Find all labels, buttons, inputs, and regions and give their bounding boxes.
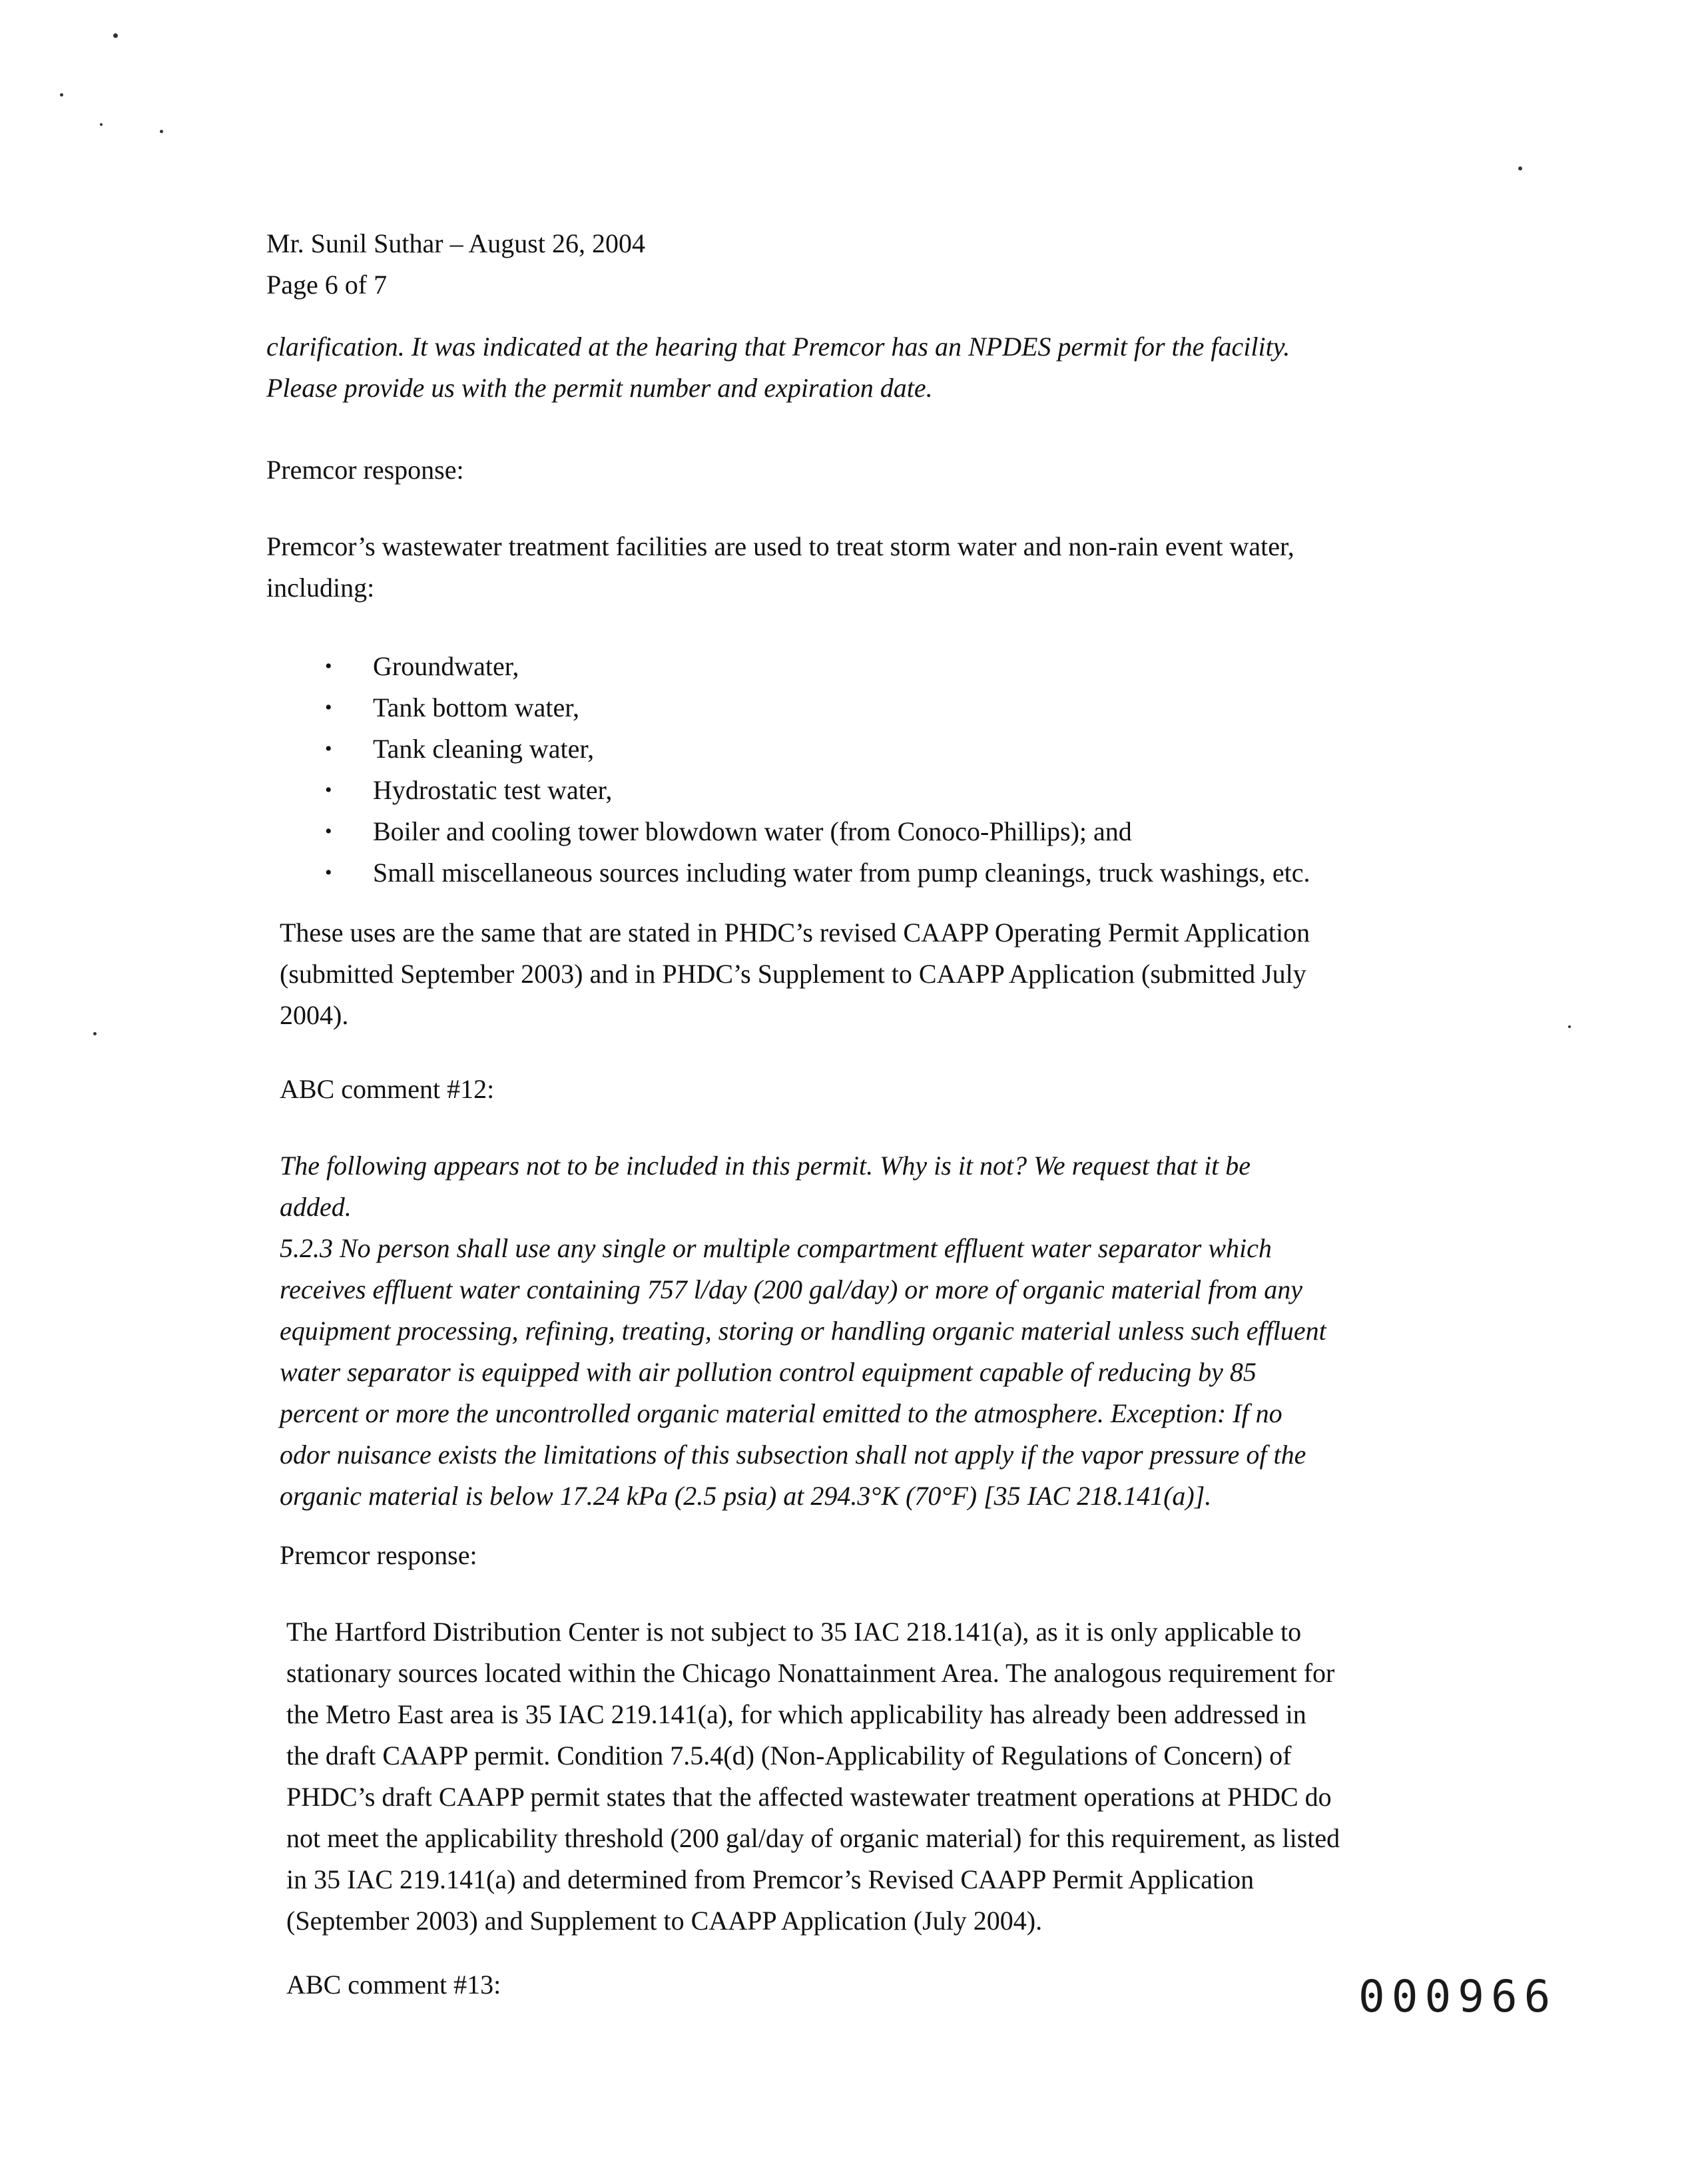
- bullet-icon: •: [325, 779, 332, 801]
- text-line: added.: [280, 1192, 352, 1222]
- text-line: percent or more the uncontrolled organic material emitted to the atmosphere. Exception: If no: [280, 1398, 1282, 1428]
- scan-speck: [160, 130, 163, 133]
- text-line: organic material is below 17.24 kPa (2.5 psia) at 294.3°K (70°F) [35 IAC 218.141(a)].: [280, 1481, 1212, 1511]
- header-recipient-date: Mr. Sunil Suthar – August 26, 2004: [266, 228, 645, 258]
- text-line: the Metro East area is 35 IAC 219.141(a), for which applicability has already been addressed in: [286, 1699, 1306, 1729]
- wastewater-paragraph: [266, 526, 1294, 609]
- scan-speck: [100, 123, 103, 126]
- text-line: The Hartford Distribution Center is not subject to 35 IAC 218.141(a), as it is only applicable to: [286, 1617, 1302, 1647]
- bullet-icon: •: [325, 862, 332, 884]
- abc-comment-12-label: ABC comment #12:: [280, 1074, 495, 1104]
- text-line: The following appears not to be included in this permit. Why is it not? We request that it be: [280, 1151, 1251, 1181]
- text-line: including:: [266, 573, 375, 603]
- text-line: 2004).: [280, 1000, 349, 1030]
- text-line: the draft CAAPP permit. Condition 7.5.4(d) (Non-Applicability of Regulations of Concern) of: [286, 1741, 1292, 1771]
- text-line: PHDC’s draft CAAPP permit states that the affected wastewater treatment operations at PHDC do: [286, 1782, 1332, 1812]
- scan-speck: [113, 33, 118, 38]
- scan-speck: [93, 1032, 97, 1035]
- scan-speck: [60, 93, 63, 97]
- text-line: These uses are the same that are stated in PHDC’s revised CAAPP Operating Permit Application: [280, 918, 1310, 948]
- text-line: odor nuisance exists the limitations of this subsection shall not apply if the vapor pressure of the: [280, 1440, 1306, 1470]
- premcor-response-label: Premcor response:: [266, 455, 464, 485]
- list-item: • Boiler and cooling tower blowdown water (from Conoco-Phillips); and: [320, 811, 1310, 852]
- text-line: clarification. It was indicated at the hearing that Premcor has an NPDES permit for the facility.: [266, 332, 1290, 362]
- bullet-icon: •: [325, 738, 332, 760]
- text-line: equipment processing, refining, treating, storing or handling organic material unless such effluent: [280, 1316, 1326, 1346]
- premcor-response-label: Premcor response:: [280, 1540, 477, 1570]
- intro-italic-text: [266, 326, 1290, 409]
- list-item: • Groundwater,: [320, 646, 1310, 687]
- text-line: (September 2003) and Supplement to CAAPP Application (July 2004).: [286, 1906, 1043, 1936]
- bullet-icon: •: [325, 820, 332, 842]
- bullet-icon: •: [325, 696, 332, 718]
- scan-speck: [1568, 1025, 1571, 1028]
- list-item: • Tank cleaning water,: [320, 728, 1310, 770]
- text-line: not meet the applicability threshold (200 gal/day of organic material) for this requirement, as listed: [286, 1823, 1340, 1853]
- text-line: water separator is equipped with air pollution control equipment capable of reducing by 85: [280, 1357, 1257, 1387]
- text-line: (submitted September 2003) and in PHDC’s Supplement to CAAPP Application (submitted July: [280, 959, 1306, 989]
- text-line: Premcor’s wastewater treatment facilities are used to treat storm water and non-rain event water,: [266, 531, 1294, 561]
- letter-header: [266, 223, 645, 306]
- water-sources-list: [320, 646, 1310, 894]
- text-line: receives effluent water containing 757 l/day (200 gal/day) or more of organic material from any: [280, 1274, 1303, 1304]
- hartford-paragraph: [286, 1611, 1340, 1942]
- abc-comment-13-label: ABC comment #13:: [286, 1970, 501, 2000]
- text-line: in 35 IAC 219.141(a) and determined from Premcor’s Revised CAAPP Permit Application: [286, 1864, 1255, 1894]
- scan-speck: [1518, 166, 1522, 170]
- text-line: stationary sources located within the Chicago Nonattainment Area. The analogous requirement for: [286, 1658, 1335, 1688]
- list-item: • Tank bottom water,: [320, 687, 1310, 728]
- header-page-number: Page 6 of 7: [266, 270, 388, 300]
- text-line: Please provide us with the permit number and expiration date.: [266, 373, 933, 403]
- bullet-icon: •: [325, 655, 332, 677]
- abc-comment-12-text: [280, 1145, 1326, 1517]
- list-item: • Small miscellaneous sources including water from pump cleanings, truck washings, etc.: [320, 852, 1310, 894]
- list-item: • Hydrostatic test water,: [320, 770, 1310, 811]
- bates-number: 000966: [1358, 1971, 1557, 2022]
- text-line: 5.2.3 No person shall use any single or multiple compartment effluent water separator which: [280, 1233, 1272, 1263]
- uses-paragraph: [280, 912, 1310, 1036]
